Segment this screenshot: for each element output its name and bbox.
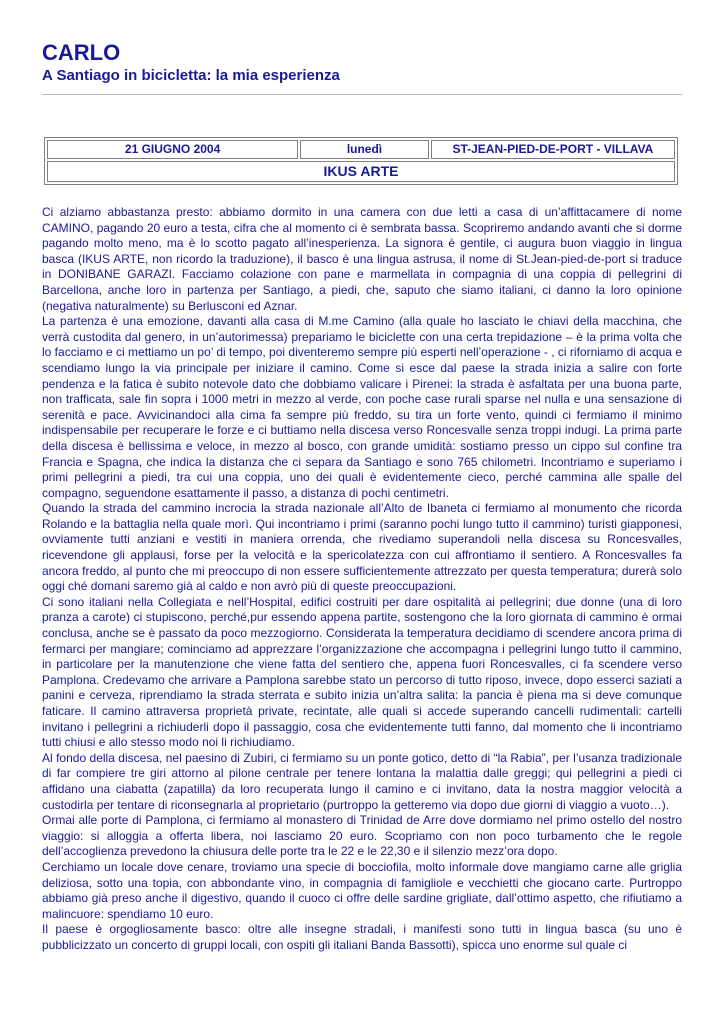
- stage-route: ST-JEAN-PIED-DE-PORT - VILLAVA: [431, 140, 675, 159]
- stage-title-row: [47, 161, 675, 182]
- paragraph: Il paese è orgogliosamente basco: oltre alle insegne stradali, i manifesti sono tutti in lingua basca (su uno è pubblicizzato un concerto di gruppi locali, con ospiti gli italiani Banda Bassotti), spicca uno enorme sul quale ci: [42, 922, 682, 952]
- author-name: CARLO: [42, 40, 121, 65]
- stage-info-table: [44, 137, 678, 185]
- stage-weekday: lunedì: [300, 140, 429, 159]
- stage-date: 21 GIUGNO 2004: [47, 140, 298, 159]
- paragraph: Quando la strada del cammino incrocia la strada nazionale all’Alto de Ibaneta ci fermiamo al monumento che ricorda Rolando e la battaglia nella quale morì. Qui incontriamo i primi (saranno pochi lungo tutto il cammino) turisti giapponesi, ovviamente tutti anziani e vestiti in maniera orrenda, che rivediamo superandoli nella discesa su Roncesvalles, ricevendone gli applausi, forse per la velocità e la spericolatezza con cui affrontiamo il sentiero. A Roncesvalles fa ancora freddo, al punto che mi preoccupo di non essere sufficientemente attrezzato per questa temperatura; durerà solo oggi ché domani saremo già al caldo e non avrò più di queste preoccupazioni.: [42, 501, 682, 594]
- paragraph: Al fondo della discesa, nel paesino di Zubiri, ci fermiamo su un ponte gotico, detto di “la Rabia”, per l’usanza tradizionale di far compiere tre giri attorno al pilone centrale per tenere lontana la malattia dalle greggi; qui pellegrini a piedi ci affidano una ciabatta (zapatilla) da loro recuperata lungo il camino e ci invitano, data la nostra maggior velocità a custodirla per tentare di riconsegnarla al proprietario (purtroppo la getteremo via dopo due giorni di viaggio a vuoto…).: [42, 750, 682, 812]
- stage-title: IKUS ARTE: [47, 161, 675, 182]
- stage-info-row: [47, 140, 675, 159]
- paragraph: Ci alziamo abbastanza presto: abbiamo dormito in una camera con due letti a casa di un’affittacamere di nome CAMINO, pagando 20 euro a testa, cifra che al momento ci è sembrata bassa. Scopriremo andando avanti che si dorme pagando molto meno, ma è lo scotto pagato all’inesperienza. La signora è gentile, ci augura buon viaggio in lingua basca (IKUS ARTE, non ricordo la traduzione), il basco è una lingua astrusa, il nome di St.Jean-pied-de-port si traduce in DONIBANE GARAZI. Facciamo colazione con pane e marmellata in compagnia di una coppia di pellegrini di Barcellona, anche loro in partenza per Santiago, a piedi, che, saputo che siamo italiani, ci danno la loro opinione (negativa naturalmente) su Berlusconi ed Aznar.: [42, 205, 682, 313]
- paragraph: Cerchiamo un locale dove cenare, troviamo una specie di bocciofila, molto informale dove mangiamo carne alle griglia deliziosa, sotto una topia, con abbondante vino, in compagnia di famigliole e vecchietti che giocano carte. Purtroppo abbiamo già preso anche il digestivo, quando il cuoco ci offre delle sardine grigliate, dall’ottimo aspetto, che rifiutiamo a malincuore: spendiamo 10 euro.: [42, 859, 682, 921]
- header-divider: [42, 94, 682, 95]
- paragraph: La partenza è una emozione, davanti alla casa di M.me Camino (alla quale ho lasciato le chiavi della macchina, che verrà custodita dal genero, in un’autorimessa) prepariamo le biciclette con una certa trepidazione – è la prima volta che lo facciamo e ci mettiamo un po’ di tempo, poi diventeremo sempre più esperti nell’operazione - , ci riforniamo di acqua e scendiamo lungo la via principale per iniziare il camino. Come si esce dal paese la strada inizia a salire con forte pendenza e la fatica è subito notevole dato che dobbiamo valicare i Pirenei: la strada è asfaltata per una buona parte, non trafficata, sale fin sopra i 1000 metri in mezzo al verde, con poche case rurali sparse nel nulla e una sensazione di serenità e pace. Avvicinandoci alla cima fa sempre più freddo, su tira un forte vento, quindi ci fermiamo il minimo indispensabile per recuperare le forze e ci buttiamo nella discesa verso Roncesvalle senza troppi indugi. La prima parte della discesa è bellissima e veloce, in mezzo al bosco, con grande umidità: sostiamo presso un cippo sul confine tra Francia e Spagna, che indica la distanza che ci separa da Santiago e sono 765 chilometri. Incontriamo e superiamo i primi pellegrini a piedi, tra cui una coppia, uno dei quali è evidentemente cieco, perché cammina alle spalle del compagno, seguendone esattamente il passo, a distanza di pochi centimetri.: [42, 314, 682, 500]
- document-subtitle: A Santiago in bicicletta: la mia esperienza: [42, 67, 340, 84]
- paragraph: Ci sono italiani nella Collegiata e nell’Hospital, edifici costruiti per dare ospitalità ai pellegrini; due donne (una di loro pranza a carote) ci stupiscono, perché,pur essendo appena partite, sostengono che la loro giornata di cammino è ormai conclusa, anche se è passato da poco mezzogiorno. Considerata la temperatura decidiamo di scendere ancora prima di fermarci per mangiare; cominciamo ad apprezzare l’organizzazione che accompagna i pellegrini lungo tutto il cammino, in particolare per la manutenzione che viene fatta del sentiero che, appena fuori Roncesvalles, ci fa scendere verso Pamplona. Credevamo che arrivare a Pamplona sarebbe stato un percorso di tutto riposo, invece, dopo esserci saziati a panini e cerveza, riprendiamo la strada sterrata e subito inizia un’altra salita: la pancia è piena ma si deve comunque faticare. Il camino attraversa proprietà private, recintate, alle quali si accede superando cancelli rudimentali: cartelli invitano i pellegrini a richiuderli dopo il passaggio, cosa che evidentemente tutti fanno, dal momento che li incontriamo tutti chiusi e allo stesso modo noi li richiudiamo.: [42, 594, 682, 750]
- document-page: [42, 40, 682, 954]
- diary-text: [42, 205, 682, 954]
- paragraph: Ormai alle porte di Pamplona, ci fermiamo al monastero di Trinidad de Arre dove dormiamo nel primo ostello del nostro viaggio: si alloggia a offerta libera, noi lasciamo 20 euro. Scopriamo con non poco turbamento che le regole dell’accoglienza prevedono la chiusura delle porte tra le 22 e le 22,30 e il silenzio mezz’ora dopo.: [42, 813, 682, 859]
